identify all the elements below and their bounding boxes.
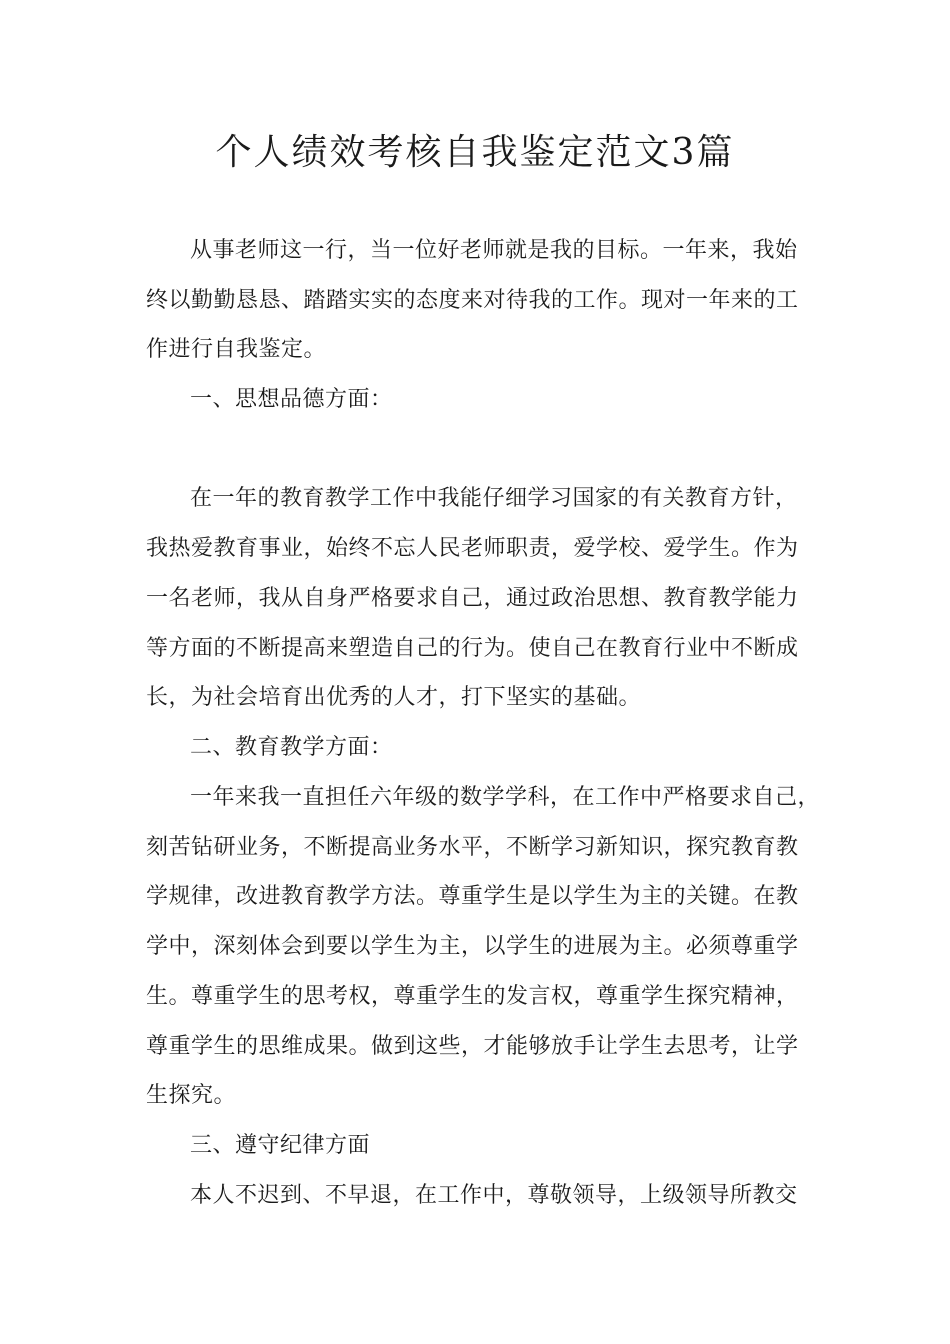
paragraph-line: 从事老师这一行，当一位好老师就是我的目标。一年来，我始 xyxy=(190,238,798,263)
paragraph-line: 本人不迟到、不早退，在工作中，尊敬领导，上级领导所教交 xyxy=(190,1183,798,1208)
paragraph-line: 生探究。 xyxy=(146,1083,237,1108)
paragraph-line: 在一年的教育教学工作中我能仔细学习国家的有关教育方针， xyxy=(190,486,798,511)
section-heading: 二、教育教学方面： xyxy=(190,735,393,760)
paragraph-line: 等方面的不断提高来塑造自己的行为。使自己在教育行业中不断成 xyxy=(146,636,799,661)
section-heading: 一、思想品德方面： xyxy=(190,387,393,412)
paragraph-line: 尊重学生的思维成果。做到这些，才能够放手让学生去思考，让学 xyxy=(146,1034,799,1059)
document-title: 个人绩效考核自我鉴定范文3篇 xyxy=(215,132,735,173)
section-heading: 三、遵守纪律方面 xyxy=(190,1133,371,1158)
paragraph-line: 一年来我一直担任六年级的数学学科，在工作中严格要求自己， xyxy=(190,785,821,810)
paragraph-line: 学规律，改进教育教学方法。尊重学生是以学生为主的关键。在教 xyxy=(146,884,799,909)
paragraph-line: 长，为社会培育出优秀的人才，打下坚实的基础。 xyxy=(146,685,642,710)
paragraph-line: 终以勤勤恳恳、踏踏实实的态度来对待我的工作。现对一年来的工 xyxy=(146,288,799,313)
paragraph-line: 我热爱教育事业，始终不忘人民老师职责，爱学校、爱学生。作为 xyxy=(146,536,799,561)
paragraph-line: 刻苦钻研业务，不断提高业务水平，不断学习新知识，探究教育教 xyxy=(146,835,799,860)
paragraph-line: 生。尊重学生的思考权，尊重学生的发言权，尊重学生探究精神， xyxy=(146,984,799,1009)
paragraph-line: 一名老师，我从自身严格要求自己，通过政治思想、教育教学能力 xyxy=(146,586,799,611)
paragraph-line: 作进行自我鉴定。 xyxy=(146,337,327,362)
paragraph-line: 学中，深刻体会到要以学生为主，以学生的进展为主。必须尊重学 xyxy=(146,934,799,959)
